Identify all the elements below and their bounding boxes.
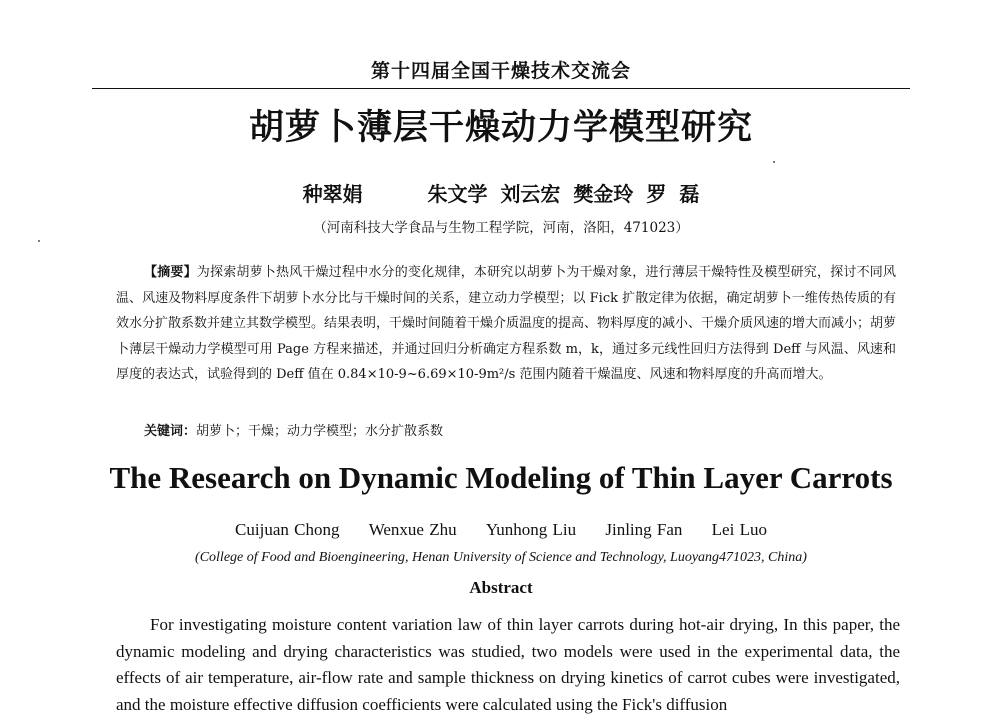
english-author: Yunhong Liu bbox=[485, 520, 577, 539]
chinese-author: 朱文学 bbox=[427, 182, 488, 206]
english-author: Lei Luo bbox=[711, 520, 767, 539]
chinese-keywords-text: 胡萝卜；干燥；动力学模型；水分扩散系数 bbox=[196, 424, 444, 439]
scan-speck bbox=[773, 161, 775, 163]
english-abstract: For investigating moisture content variation law of thin layer carrots during hot-air drying, In this paper, the dynamic modeling and drying characteristics was studied, two models were used in the experimental data, the effects of air temperature, air-flow rate and sample thickness on drying kinetics of carrot cubes were investigated, and the moisture effective diffusion coefficients were calculated using the Fick's diffusion bbox=[116, 615, 900, 714]
english-author: Cuijuan Chong bbox=[235, 520, 340, 539]
chinese-keywords bbox=[144, 420, 904, 439]
chinese-abstract-label: 【摘要】 bbox=[144, 265, 197, 280]
english-author: Jinling Fan bbox=[605, 520, 683, 539]
running-header: 第十四届全国干燥技术交流会 bbox=[370, 60, 631, 82]
chinese-abstract bbox=[116, 260, 896, 388]
chinese-author: 种翠娟 bbox=[302, 182, 363, 206]
chinese-abstract-text: 为探索胡萝卜热风干燥过程中水分的变化规律，本研究以胡萝卜为干燥对象，进行薄层干燥特性及模型研究，探讨不同风温、风速及物料厚度条件下胡萝卜水分比与干燥时间的关系，建立动力学模型；以 Fick 扩散定律为依据，确定胡萝卜一维传热传质的有效水分扩散系数并建立其数学模型。结果表明，干燥时间随着干燥介质温度的提高、物料厚度的减小、干燥介质风速的增大而减小；胡萝卜薄层干燥动力学模型可用 Page 方程来描述，并通过回归分析确定方程系数 m，k，通过多元线性回归方法得到 Deff 与风温、风速和厚度的表达式，试验得到的 Deff 值在 0.84×10-9~6.69×10-9m²/s 范围内随着干燥温度、风速和物料厚度的升高而增大。 bbox=[116, 265, 897, 382]
chinese-affiliation: （河南科技大学食品与生物工程学院，河南，洛阳，471023） bbox=[313, 220, 689, 236]
chinese-author: 罗 磊 bbox=[646, 182, 700, 206]
chinese-author: 樊金玲 bbox=[573, 182, 634, 206]
english-abstract-heading: Abstract bbox=[469, 578, 533, 597]
english-title: The Research on Dynamic Modeling of Thin Layer Carrots bbox=[109, 460, 893, 495]
english-author: Wenxue Zhu bbox=[368, 520, 457, 539]
english-affiliation: (College of Food and Bioengineering, Henan University of Science and Technology, Luoyang471023, China) bbox=[195, 550, 807, 565]
chinese-title: 胡萝卜薄层干燥动力学模型研究 bbox=[248, 108, 753, 148]
chinese-author: 刘云宏 bbox=[500, 182, 561, 206]
chinese-authors bbox=[92, 178, 910, 207]
english-authors bbox=[92, 520, 910, 540]
chinese-keywords-label: 关键词： bbox=[144, 424, 197, 439]
header-rule bbox=[92, 88, 910, 89]
scan-speck bbox=[38, 240, 40, 242]
